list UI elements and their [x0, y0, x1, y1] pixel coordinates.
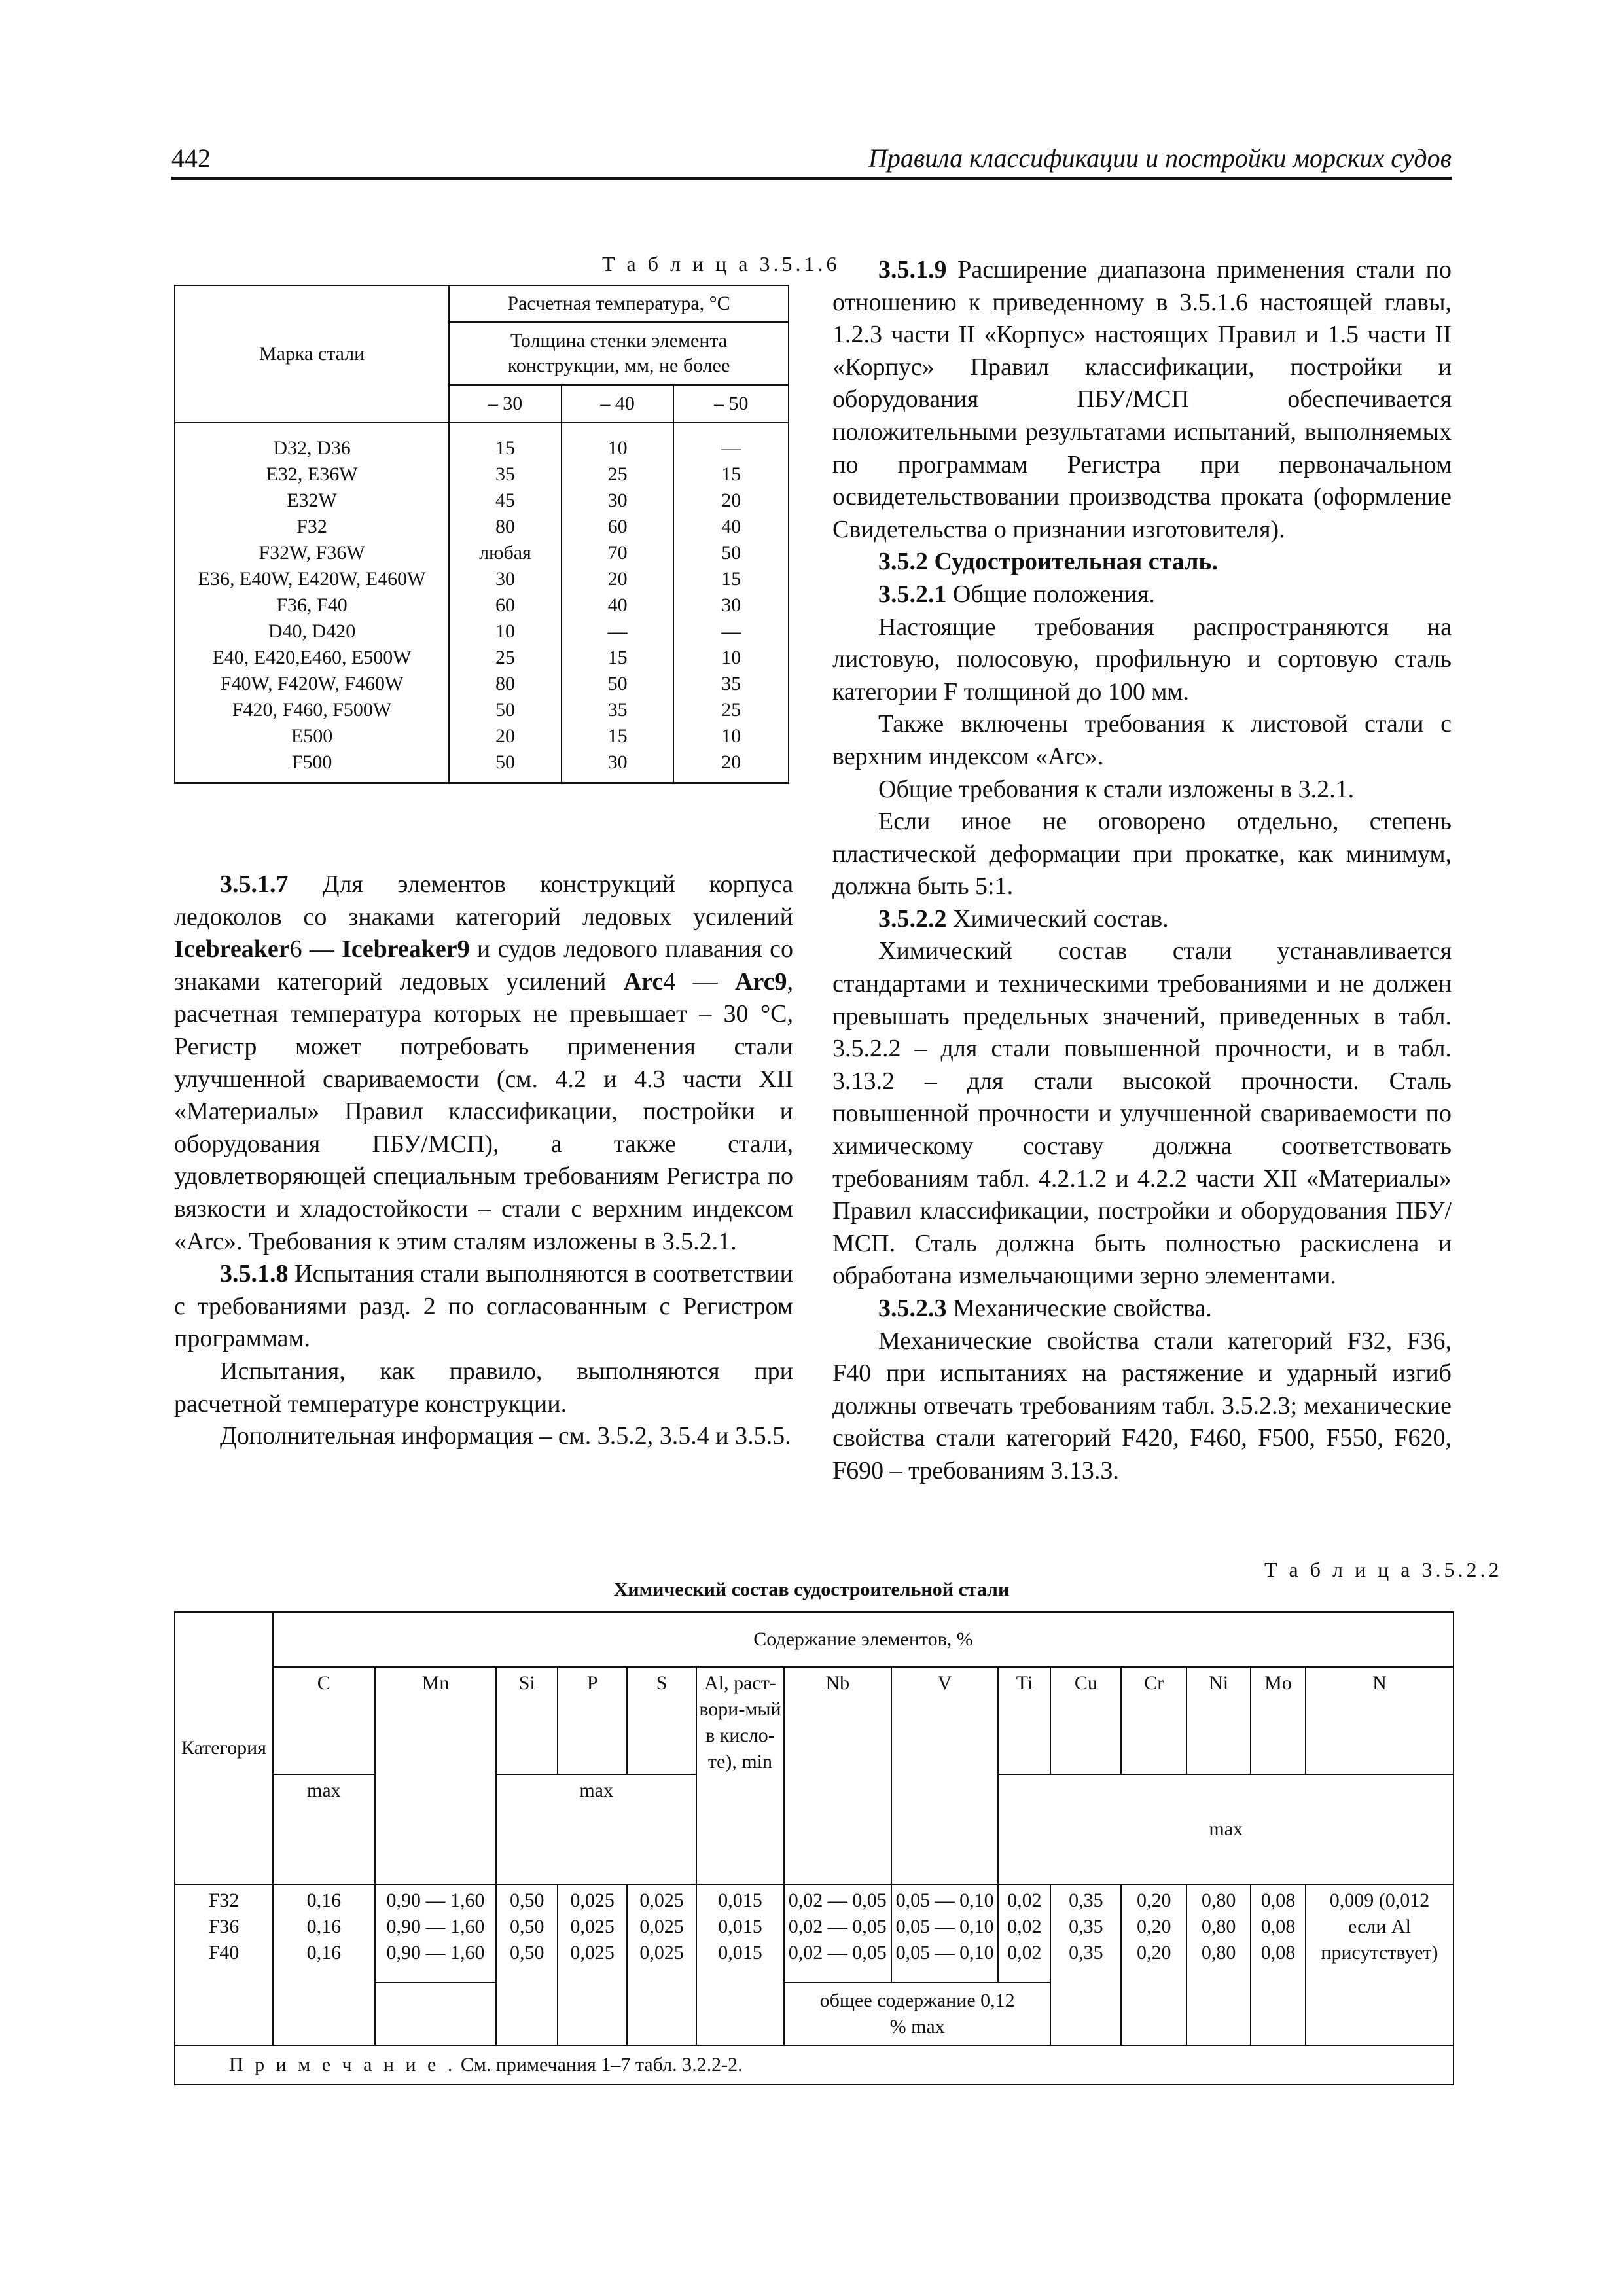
category-values: F32 F36 F40 — [175, 1884, 273, 2045]
mn-empty-cell — [375, 1982, 497, 2045]
paragraph-general-requirements: Общие требования к стали изложены в 3.2.1. — [878, 775, 1355, 803]
header-mn: Mn — [375, 1667, 497, 1884]
header-v: V — [891, 1667, 999, 1884]
table2-caption: Т а б л и ц а 3.5.2.2 — [1264, 1558, 1503, 1581]
heading-3-5-2: 3.5.2 Судостроительная сталь. — [878, 548, 1218, 576]
al-values: 0,015 0,015 0,015 — [696, 1884, 784, 2045]
header-al: Al, раст-вори-мый в кисло-те), min — [696, 1667, 784, 1884]
header-steel-grade: Марка стали — [175, 285, 449, 423]
header-design-temperature: Расчетная температура, °C — [449, 285, 789, 322]
header-ti: Ti — [998, 1667, 1050, 1774]
table2-title: Химический состав судостроительной стали — [613, 1579, 1010, 1600]
mo-values: 0,08 0,08 0,08 — [1251, 1884, 1306, 2045]
mn-values: 0,90 — 1,60 0,90 — 1,60 0,90 — 1,60 — [375, 1884, 497, 1982]
paragraph-deformation: Если иное не оговорено отдельно, степень пластической деформации при прокатке, как минимум, должна быть 5:1. — [832, 808, 1452, 901]
header-temp-50: – 50 — [673, 385, 789, 423]
nb-v-ti-total: общее содержание 0,12 % max — [784, 1982, 1051, 2045]
header-c-max: max — [273, 1774, 375, 1884]
header-cr: Cr — [1121, 1667, 1186, 1774]
steel-grades-list: D32, D36 E32, E36W E32W F32 F32W, F36W E36, E40W, E420W, E460W F36, F40 D40, D420 E40, E420,E460, E500W F40W, F420W, F460W F420, F460, F500W E500 F500 — [175, 423, 449, 783]
header-temp-40: – 40 — [562, 385, 674, 423]
table-3-5-1-6 — [174, 285, 789, 784]
paragraph-3-5-2-2: 3.5.2.2 Химический состав. — [878, 905, 1169, 933]
paragraph-tests-temperature: Испытания, как правило, выполняются при расчетной температуре конструкции. — [174, 1357, 793, 1418]
header-rule — [171, 177, 1452, 180]
paragraph-arc-sheet: Также включены требования к листовой стали с верхним индексом «Arc». — [832, 710, 1452, 770]
paragraph-3-5-2-1: 3.5.2.1 Общие положения. — [878, 580, 1155, 608]
c-values: 0,16 0,16 0,16 — [273, 1884, 375, 2045]
v-values: 0,05 — 0,10 0,05 — 0,10 0,05 — 0,10 — [891, 1884, 999, 1982]
p-values: 0,025 0,025 0,025 — [558, 1884, 627, 2045]
running-title: Правила классификации и постройки морских судов — [868, 143, 1452, 173]
header-ti-n-max: max — [998, 1774, 1454, 1884]
n-values: 0,009 (0,012 если Al присутствует) — [1306, 1884, 1454, 2045]
thickness-at-minus-40: 10 25 30 60 70 20 40 — 15 50 35 15 30 — [562, 423, 674, 783]
page-number: 442 — [171, 143, 211, 173]
header-si: Si — [496, 1667, 558, 1774]
paragraph-3-5-1-7: 3.5.1.7 Для элементов конструкций корпуса ледоколов со знаками категорий ледовых усилений Icebreaker6 — Icebreaker9 и судов ледового плавания со знаками категорий ледовых усилений Arc4 — Arc9, расчетная температура которых не превышает – 30 °С, Регистр может потребовать применения стали улучшенной свариваемости (см. 4.2 и 4.3 части XII «Материалы» Правил классификации, постройки и оборудования ПБУ/МСП), а также стали, удовлетворяющей специальным требованиям Регистра по вязкости и хладостойкости – стали с верхним индексом «Arc». Требования к этим сталям изложены в 3.5.2.1. — [174, 870, 794, 1255]
table1-caption: Т а б л и ц а 3.5.1.6 — [602, 252, 840, 276]
header-si-p-s-max: max — [496, 1774, 696, 1884]
ti-values: 0,02 0,02 0,02 — [998, 1884, 1050, 1982]
paragraph-3-5-1-9: 3.5.1.9 Расширение диапазона применения стали по отношению к приведенному в 3.5.1.6 настоящей главы, 1.2.3 части II «Корпус» настоящих Правил и 1.5 части II «Корпус» Правил классификации, постройки и оборудования ПБУ/МСП обеспечивается положительными результатами испытаний, выполняемых по программам Регистра при первоначальном освидетельствовании производства проката (оформление Свидетельства о признании изготовителя). — [832, 256, 1452, 543]
right-column — [832, 254, 1452, 1488]
cu-values: 0,35 0,35 0,35 — [1050, 1884, 1121, 2045]
paragraph-chemical-composition: Химический состав стали устанавливается стандартами и техническими требованиями и не должен превышать предельных значений, приведенных в табл. 3.5.2.2 – для стали повышенной прочности, и в табл. 3.13.2 – для стали высокой прочности. Сталь повышенной прочности и улучшенной свариваемости по химическому составу должна соответствовать требованиям табл. 4.2.1.2 и 4.2.2 части XII «Материалы» Правил классификации, постройки и оборудования ПБУ/МСП. Сталь должна быть полностью раскислена и обработана измельчающими зерно элементами. — [832, 937, 1452, 1290]
table-3-5-2-2 — [174, 1611, 1454, 2085]
header-s: S — [627, 1667, 696, 1774]
header-n: N — [1306, 1667, 1454, 1774]
header-c: C — [273, 1667, 375, 1774]
paragraph-additional-info: Дополнительная информация – см. 3.5.2, 3.5.4 и 3.5.5. — [220, 1422, 791, 1450]
si-values: 0,50 0,50 0,50 — [496, 1884, 558, 2045]
paragraph-3-5-1-8: 3.5.1.8 Испытания стали выполняются в соответствии с требованиями разд. 2 по согласованным с Регистром программам. — [174, 1260, 793, 1353]
thickness-at-minus-30: 15 35 45 80 любая 30 60 10 25 80 50 20 50 — [449, 423, 562, 783]
header-cu: Cu — [1050, 1667, 1121, 1774]
thickness-at-minus-50: — 15 20 40 50 15 30 — 10 35 25 10 20 — [673, 423, 789, 783]
paragraph-mechanical-properties: Механические свойства стали категорий F32, F36, F40 при испытаниях на растяжение и ударный изгиб должны отвечать требованиям табл. 3.5.2.3; механические свойства стали категорий F420, F460, F500, F550, F620, F690 – требованиям 3.13.3. — [832, 1327, 1452, 1484]
header-temp-30: – 30 — [449, 385, 562, 423]
paragraph-scope: Настоящие требования распространяются на листовую, полосовую, профильную и сортовую сталь категории F толщиной до 100 мм. — [832, 613, 1452, 706]
header-p: P — [558, 1667, 627, 1774]
table2-note: П р и м е ч а н и е . См. примечания 1–7 табл. 3.2.2-2. — [175, 2045, 1454, 2085]
header-ni: Ni — [1186, 1667, 1251, 1774]
header-wall-thickness: Толщина стенки элемента конструкции, мм, не более — [449, 322, 789, 385]
nb-values: 0,02 — 0,05 0,02 — 0,05 0,02 — 0,05 — [784, 1884, 891, 1982]
header-nb: Nb — [784, 1667, 891, 1884]
s-values: 0,025 0,025 0,025 — [627, 1884, 696, 2045]
header-category: Категория — [175, 1612, 273, 1884]
header-mo: Mo — [1251, 1667, 1306, 1774]
cr-values: 0,20 0,20 0,20 — [1121, 1884, 1186, 2045]
left-column — [174, 869, 793, 1453]
header-element-content: Содержание элементов, % — [273, 1612, 1454, 1667]
paragraph-3-5-2-3: 3.5.2.3 Механические свойства. — [878, 1295, 1212, 1322]
ni-values: 0,80 0,80 0,80 — [1186, 1884, 1251, 2045]
